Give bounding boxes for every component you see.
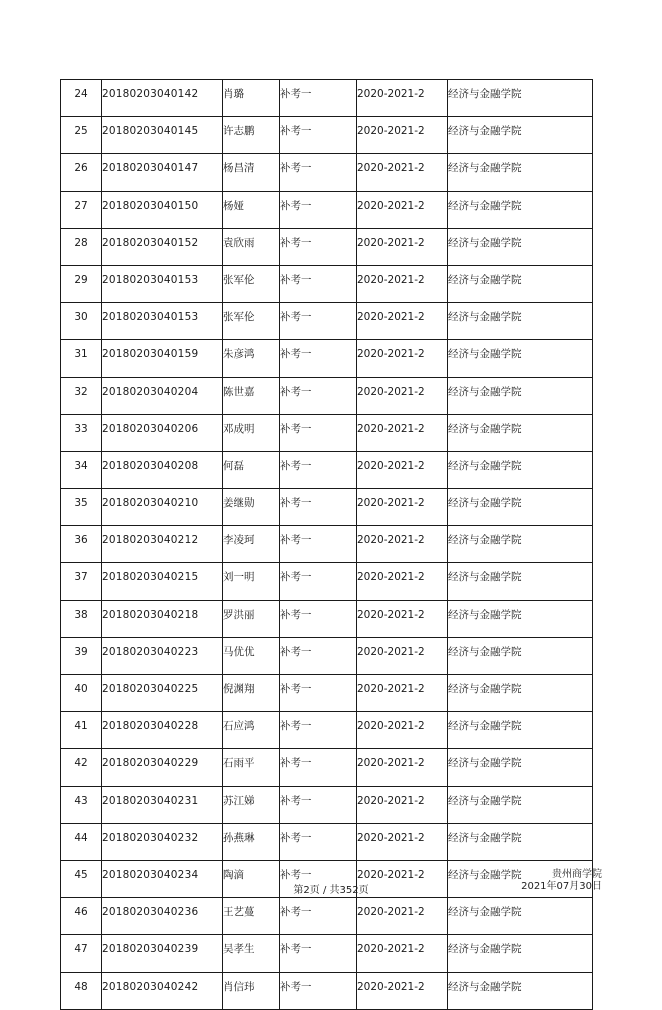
footer-date: 2021年07月30日 [521,881,602,892]
student-name-cell: 张军伦 [223,303,280,340]
row-number-cell: 47 [61,935,102,972]
table-row [61,823,593,860]
student-id-cell: 20180203040218 [102,600,223,637]
records-table [60,79,593,1010]
term-cell: 2020-2021-2 [357,154,448,191]
row-number-cell: 42 [61,749,102,786]
term-cell: 2020-2021-2 [357,489,448,526]
row-number-cell: 44 [61,823,102,860]
term-cell: 2020-2021-2 [357,935,448,972]
term-cell: 2020-2021-2 [357,526,448,563]
student-id-cell: 20180203040147 [102,154,223,191]
exam-type-cell: 补考一 [280,154,357,191]
department-cell: 经济与金融学院 [448,898,593,935]
student-name-cell: 石雨平 [223,749,280,786]
footer-meta [521,869,602,893]
exam-type-cell: 补考一 [280,600,357,637]
student-id-cell: 20180203040229 [102,749,223,786]
table-row [61,191,593,228]
table-row [61,489,593,526]
term-cell: 2020-2021-2 [357,377,448,414]
student-name-cell: 刘一明 [223,563,280,600]
row-number-cell: 41 [61,712,102,749]
table-row [61,526,593,563]
page-indicator: 第2页 / 共352页 [293,885,369,896]
exam-type-cell: 补考一 [280,117,357,154]
student-id-cell: 20180203040206 [102,414,223,451]
department-cell: 经济与金融学院 [448,154,593,191]
row-number-cell: 39 [61,637,102,674]
exam-type-cell: 补考一 [280,228,357,265]
student-name-cell: 罗洪丽 [223,600,280,637]
student-name-cell: 王艺蔓 [223,898,280,935]
term-cell: 2020-2021-2 [357,823,448,860]
student-name-cell: 陈世嘉 [223,377,280,414]
row-number-cell: 32 [61,377,102,414]
row-number-cell: 43 [61,786,102,823]
department-cell: 经济与金融学院 [448,712,593,749]
table-row [61,898,593,935]
row-number-cell: 25 [61,117,102,154]
exam-type-cell: 补考一 [280,191,357,228]
student-id-cell: 20180203040153 [102,265,223,302]
student-name-cell: 肖信玮 [223,972,280,1009]
student-name-cell: 朱彦鸿 [223,340,280,377]
term-cell: 2020-2021-2 [357,80,448,117]
exam-type-cell: 补考一 [280,303,357,340]
student-name-cell: 张军伦 [223,265,280,302]
student-id-cell: 20180203040242 [102,972,223,1009]
student-name-cell: 杨娅 [223,191,280,228]
term-cell: 2020-2021-2 [357,637,448,674]
exam-type-cell: 补考一 [280,860,357,897]
student-id-cell: 20180203040210 [102,489,223,526]
student-name-cell: 杨昌清 [223,154,280,191]
table-row [61,377,593,414]
exam-type-cell: 补考一 [280,823,357,860]
department-cell: 经济与金融学院 [448,749,593,786]
table-row [61,675,593,712]
table-row [61,414,593,451]
student-name-cell: 袁欣雨 [223,228,280,265]
student-id-cell: 20180203040208 [102,451,223,488]
student-id-cell: 20180203040145 [102,117,223,154]
term-cell: 2020-2021-2 [357,600,448,637]
table-row [61,303,593,340]
exam-type-cell: 补考一 [280,935,357,972]
department-cell: 经济与金融学院 [448,563,593,600]
student-id-cell: 20180203040159 [102,340,223,377]
student-id-cell: 20180203040150 [102,191,223,228]
student-name-cell: 吴孝生 [223,935,280,972]
exam-type-cell: 补考一 [280,526,357,563]
student-id-cell: 20180203040212 [102,526,223,563]
table-row [61,228,593,265]
table-row [61,712,593,749]
department-cell: 经济与金融学院 [448,80,593,117]
table-row [61,265,593,302]
exam-type-cell: 补考一 [280,712,357,749]
department-cell: 经济与金融学院 [448,265,593,302]
row-number-cell: 28 [61,228,102,265]
student-id-cell: 20180203040239 [102,935,223,972]
department-cell: 经济与金融学院 [448,117,593,154]
row-number-cell: 30 [61,303,102,340]
exam-type-cell: 补考一 [280,637,357,674]
exam-type-cell: 补考一 [280,414,357,451]
department-cell: 经济与金融学院 [448,600,593,637]
row-number-cell: 34 [61,451,102,488]
table-row [61,935,593,972]
records-table-body [61,80,593,1010]
row-number-cell: 27 [61,191,102,228]
table-row [61,749,593,786]
department-cell: 经济与金融学院 [448,228,593,265]
table-row [61,340,593,377]
term-cell: 2020-2021-2 [357,749,448,786]
table-row [61,786,593,823]
row-number-cell: 36 [61,526,102,563]
term-cell: 2020-2021-2 [357,228,448,265]
student-name-cell: 马优优 [223,637,280,674]
student-name-cell: 邓成明 [223,414,280,451]
term-cell: 2020-2021-2 [357,898,448,935]
row-number-cell: 24 [61,80,102,117]
row-number-cell: 33 [61,414,102,451]
department-cell: 经济与金融学院 [448,860,593,897]
exam-type-cell: 补考一 [280,489,357,526]
table-row [61,117,593,154]
term-cell: 2020-2021-2 [357,451,448,488]
row-number-cell: 35 [61,489,102,526]
row-number-cell: 48 [61,972,102,1009]
table-row [61,80,593,117]
exam-type-cell: 补考一 [280,898,357,935]
student-name-cell: 陶滴 [223,860,280,897]
student-name-cell: 许志鹏 [223,117,280,154]
student-id-cell: 20180203040153 [102,303,223,340]
term-cell: 2020-2021-2 [357,563,448,600]
student-id-cell: 20180203040215 [102,563,223,600]
department-cell: 经济与金融学院 [448,340,593,377]
row-number-cell: 26 [61,154,102,191]
exam-type-cell: 补考一 [280,265,357,302]
student-name-cell: 倪渊翔 [223,675,280,712]
term-cell: 2020-2021-2 [357,675,448,712]
department-cell: 经济与金融学院 [448,303,593,340]
table-row [61,972,593,1009]
term-cell: 2020-2021-2 [357,786,448,823]
footer-school: 贵州商学院 [552,869,602,880]
department-cell: 经济与金融学院 [448,414,593,451]
exam-type-cell: 补考一 [280,749,357,786]
term-cell: 2020-2021-2 [357,191,448,228]
student-id-cell: 20180203040234 [102,860,223,897]
student-name-cell: 李凌珂 [223,526,280,563]
table-row [61,563,593,600]
table-row [61,600,593,637]
term-cell: 2020-2021-2 [357,265,448,302]
student-id-cell: 20180203040225 [102,675,223,712]
exam-type-cell: 补考一 [280,786,357,823]
table-row [61,154,593,191]
student-id-cell: 20180203040232 [102,823,223,860]
row-number-cell: 37 [61,563,102,600]
student-id-cell: 20180203040152 [102,228,223,265]
student-name-cell: 孙燕琳 [223,823,280,860]
term-cell: 2020-2021-2 [357,117,448,154]
row-number-cell: 38 [61,600,102,637]
row-number-cell: 29 [61,265,102,302]
row-number-cell: 40 [61,675,102,712]
department-cell: 经济与金融学院 [448,489,593,526]
student-id-cell: 20180203040231 [102,786,223,823]
student-id-cell: 20180203040204 [102,377,223,414]
department-cell: 经济与金融学院 [448,972,593,1009]
term-cell: 2020-2021-2 [357,972,448,1009]
student-name-cell: 姜继勋 [223,489,280,526]
student-id-cell: 20180203040142 [102,80,223,117]
row-number-cell: 31 [61,340,102,377]
student-id-cell: 20180203040236 [102,898,223,935]
exam-type-cell: 补考一 [280,675,357,712]
department-cell: 经济与金融学院 [448,526,593,563]
student-name-cell: 苏江娣 [223,786,280,823]
student-name-cell: 何磊 [223,451,280,488]
term-cell: 2020-2021-2 [357,414,448,451]
department-cell: 经济与金融学院 [448,786,593,823]
department-cell: 经济与金融学院 [448,637,593,674]
department-cell: 经济与金融学院 [448,451,593,488]
exam-type-cell: 补考一 [280,340,357,377]
department-cell: 经济与金融学院 [448,377,593,414]
term-cell: 2020-2021-2 [357,340,448,377]
row-number-cell: 45 [61,860,102,897]
department-cell: 经济与金融学院 [448,675,593,712]
term-cell: 2020-2021-2 [357,712,448,749]
term-cell: 2020-2021-2 [357,860,448,897]
exam-type-cell: 补考一 [280,451,357,488]
student-name-cell: 石应鸿 [223,712,280,749]
row-number-cell: 46 [61,898,102,935]
table-row [61,637,593,674]
student-id-cell: 20180203040228 [102,712,223,749]
term-cell: 2020-2021-2 [357,303,448,340]
exam-type-cell: 补考一 [280,80,357,117]
exam-type-cell: 补考一 [280,377,357,414]
exam-type-cell: 补考一 [280,563,357,600]
student-name-cell: 肖璐 [223,80,280,117]
table-row [61,451,593,488]
exam-type-cell: 补考一 [280,972,357,1009]
department-cell: 经济与金融学院 [448,935,593,972]
department-cell: 经济与金融学院 [448,823,593,860]
department-cell: 经济与金融学院 [448,191,593,228]
student-id-cell: 20180203040223 [102,637,223,674]
